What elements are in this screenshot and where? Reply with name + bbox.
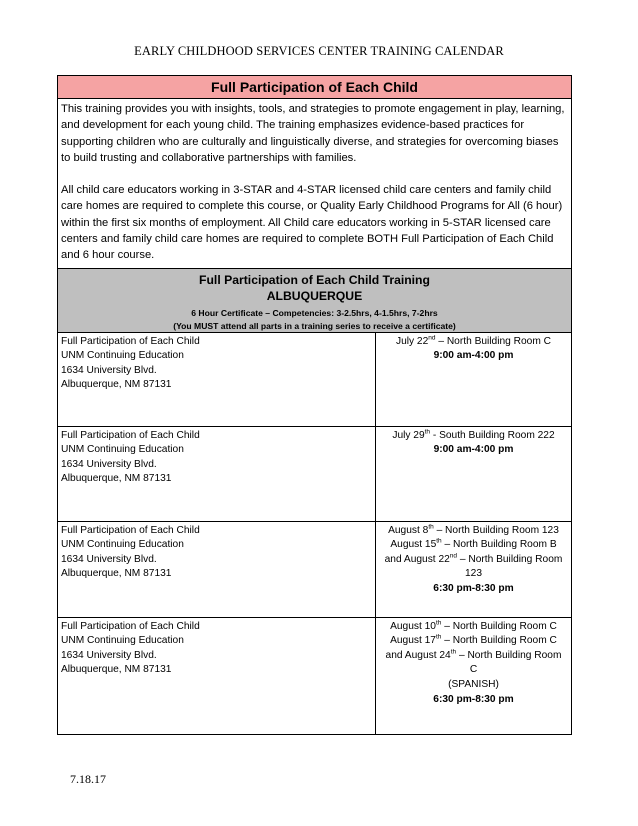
session-schedule: [376, 426, 572, 521]
session-city: Albuquerque, NM 87131: [61, 379, 172, 391]
session-schedule: [376, 617, 572, 734]
training-calendar-table: [57, 75, 572, 735]
session-name: Full Participation of Each Child: [61, 335, 200, 347]
section-header-row: [58, 268, 572, 332]
section-city: ALBUQUERQUE: [266, 288, 363, 303]
session-street: 1634 University Blvd.: [61, 553, 157, 565]
session-name: Full Participation of Each Child: [61, 620, 200, 632]
session-city: Albuquerque, NM 87131: [61, 568, 172, 580]
session-schedule: [376, 332, 572, 426]
session-date-1: August 8th – North Building Room 123: [388, 523, 559, 536]
session-row: [58, 521, 572, 617]
session-location: [58, 617, 376, 734]
session-org: UNM Continuing Education: [61, 635, 184, 647]
course-description: [58, 99, 572, 269]
section-title: Full Participation of Each Child Training: [199, 272, 430, 287]
session-row: [58, 332, 572, 426]
section-header: [58, 268, 572, 332]
session-language: (SPANISH): [448, 679, 499, 691]
session-time: 6:30 pm-8:30 pm: [433, 583, 514, 595]
session-org: UNM Continuing Education: [61, 444, 184, 456]
course-description-row: [58, 99, 572, 269]
session-schedule: [376, 521, 572, 617]
description-paragraph-1: This training provides you with insights, tools, and strategies to promote engagement in play, learning, and development for each young child. The training emphasizes evidence-based practices for supporting children who are culturally and linguistically diverse, and strategies for overcoming biases to build trusting and collaborative partnerships with families.: [61, 103, 565, 164]
certificate-info: 6 Hour Certificate – Competencies: 3-2.5hrs, 4-1.5hrs, 7-2hrs: [191, 307, 438, 318]
session-row: [58, 426, 572, 521]
session-date-3-cont: 123: [465, 568, 482, 580]
session-location: [58, 332, 376, 426]
session-date-3-cont: C: [469, 664, 478, 676]
session-city: Albuquerque, NM 87131: [61, 664, 172, 676]
session-org: UNM Continuing Education: [61, 350, 184, 362]
session-city: Albuquerque, NM 87131: [61, 473, 172, 485]
page-header: EARLY CHILDHOOD SERVICES CENTER TRAINING CALENDAR: [134, 44, 504, 58]
session-date-3: and August 24th – North Building Room: [385, 648, 562, 661]
session-name: Full Participation of Each Child: [61, 524, 200, 536]
session-location: [58, 426, 376, 521]
session-street: 1634 University Blvd.: [61, 649, 157, 661]
footer-date: 7.18.17: [70, 772, 106, 786]
session-name: Full Participation of Each Child: [61, 429, 200, 441]
course-title: Full Participation of Each Child: [58, 76, 572, 99]
attendance-note: (You MUST attend all parts in a training series to receive a certificate): [173, 320, 456, 331]
session-date-2: August 17th – North Building Room C: [390, 633, 557, 647]
session-location: [58, 521, 376, 617]
session-row: [58, 617, 572, 734]
session-street: 1634 University Blvd.: [61, 364, 157, 376]
session-date-2: August 15th – North Building Room B: [390, 537, 557, 551]
session-time: 9:00 am-4:00 pm: [433, 444, 514, 456]
description-paragraph-2: All child care educators working in 3-STAR and 4-STAR licensed child care centers and family child care homes are required to complete this course, or Quality Early Childhood Programs for All (6 hour) within the first six months of employment. All Child care educators working in 5-STAR licensed care centers and family child care homes are required to complete BOTH Full Participation of Each Child and 6 hour course.: [61, 184, 563, 262]
session-date-3: and August 22nd – North Building Room: [384, 552, 563, 565]
session-time: 9:00 am-4:00 pm: [433, 350, 514, 362]
session-date-1: July 29th - South Building Room 222: [392, 428, 555, 441]
course-title-row: [58, 76, 572, 99]
session-street: 1634 University Blvd.: [61, 458, 157, 470]
session-org: UNM Continuing Education: [61, 539, 184, 551]
session-date-1: August 10th – North Building Room C: [390, 619, 557, 632]
session-time: 6:30 pm-8:30 pm: [433, 693, 514, 705]
session-date-1: July 22nd – North Building Room C: [395, 334, 552, 347]
